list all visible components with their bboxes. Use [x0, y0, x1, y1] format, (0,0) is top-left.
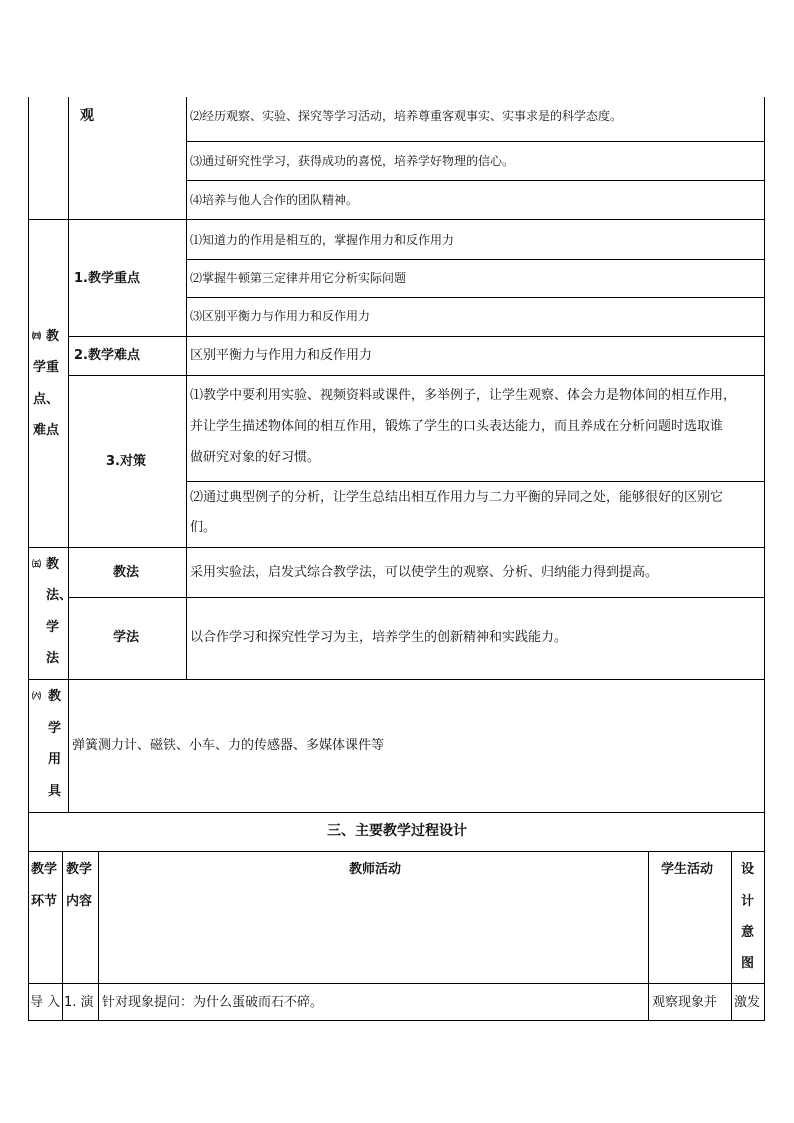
header-teacher: 教师活动 — [349, 862, 402, 877]
section4-label-line: 教 — [46, 329, 60, 344]
row1-stage: 导 入 — [30, 995, 61, 1010]
row-divider — [28, 547, 765, 548]
strategy-item1-line: ⑴教学中要利用实验、视频资料或课件，多举例子，让学生观察、体会力是物体间的相互作用， — [190, 388, 737, 403]
section5-label-line: 教 — [46, 557, 60, 572]
section4-label-line: 学重 — [33, 360, 60, 375]
section6-label-line: 具 — [48, 784, 62, 799]
section5-label-line: 法、 — [46, 588, 73, 603]
row1-student: 观察现象并 — [652, 995, 718, 1010]
row-divider — [186, 141, 765, 142]
attitude-item-3: ⑶通过研究性学习，获得成功的喜悦，培养学好物理的信心。 — [190, 154, 515, 168]
row1-teacher: 针对现象提问：为什么蛋破而石不碎。 — [102, 995, 324, 1010]
row-divider — [68, 336, 765, 337]
strategy-item1-line: 并让学生描述物体间的相互作用，锻炼了学生的口头表达能力，而且养成在分析问题时选取谁 — [190, 419, 724, 434]
section6-prefix: ㈥ — [32, 692, 42, 702]
strategy-item1-line: 做研究对象的好习惯。 — [190, 450, 321, 465]
row-divider — [186, 297, 765, 298]
strategy-item2-line: 们。 — [190, 520, 217, 535]
row-divider — [186, 481, 765, 482]
row-divider — [186, 180, 765, 181]
row-divider — [186, 259, 765, 260]
equipment-text: 弹簧测力计、磁铁、小车、力的传感器、多媒体课件等 — [72, 738, 385, 753]
focus-label: 1.教学重点 — [74, 271, 140, 286]
table-border-left — [28, 97, 29, 1021]
strategy-label: 3.对策 — [106, 454, 146, 469]
header-content-line: 教学 — [66, 862, 93, 877]
focus-item-2: ⑵掌握牛顿第三定律并用它分析实际问题 — [190, 271, 407, 285]
difficulty-label: 2.教学难点 — [74, 348, 140, 363]
section6-label-line: 教 — [48, 689, 62, 704]
learn-method-text: 以合作学习和探究性学习为主，培养学生的创新精神和实践能力。 — [190, 630, 568, 645]
section5-prefix: ㈤ — [32, 560, 42, 570]
col-divider — [98, 851, 99, 1021]
row-divider — [28, 851, 765, 852]
focus-item-3: ⑶区别平衡力与作用力和反作用力 — [190, 309, 371, 323]
attitude-item-4: ⑷培养与他人合作的团队精神。 — [190, 193, 359, 207]
attitude-item-2: ⑵经历观察、实验、探究等学习活动，培养尊重客观事实、实事求是的科学态度。 — [190, 109, 623, 123]
col-divider — [68, 219, 69, 812]
teach-method-text: 采用实验法，启发式综合教学法，可以使学生的观察、分析、归纳能力得到提高。 — [190, 565, 659, 580]
learn-method-label: 学法 — [113, 630, 140, 645]
attitude-label: 观 — [80, 108, 94, 124]
row1-intent: 激发 — [734, 995, 761, 1010]
row-divider — [28, 812, 765, 813]
section4-prefix: ㈣ — [32, 332, 42, 342]
col-divider — [731, 851, 732, 1021]
header-intent-line: 图 — [741, 956, 755, 971]
header-stage-line: 教学 — [31, 862, 58, 877]
strategy-item2-line: ⑵通过典型例子的分析，让学生总结出相互作用力与二力平衡的异同之处，能够很好的区别它 — [190, 490, 724, 505]
section6-label-line: 学 — [48, 721, 62, 736]
row-divider — [28, 679, 765, 680]
row-divider — [28, 983, 765, 984]
row-divider — [28, 219, 765, 220]
header-intent-line: 意 — [741, 925, 755, 940]
teach-method-label: 教法 — [113, 565, 140, 580]
header-intent-line: 计 — [741, 894, 755, 909]
section5-label-line: 法 — [46, 651, 60, 666]
header-stage-line: 环节 — [31, 894, 58, 909]
header-student: 学生活动 — [661, 862, 714, 877]
col-divider — [62, 851, 63, 1021]
table-border-right — [764, 97, 765, 1021]
section5-label-line: 学 — [46, 620, 60, 635]
col-divider — [68, 97, 69, 219]
section6-label-line: 用 — [48, 752, 62, 767]
table-border-bottom — [28, 1020, 765, 1021]
row-divider — [68, 597, 765, 598]
col-divider — [186, 97, 187, 679]
difficulty-text: 区别平衡力与作用力和反作用力 — [190, 348, 373, 363]
section4-label-line: 点、 — [33, 392, 60, 407]
row-divider — [68, 375, 765, 376]
row1-content: 1. 演 — [64, 995, 94, 1010]
section4-label-line: 难点 — [33, 423, 60, 438]
process-title: 三、主要教学过程设计 — [327, 823, 467, 839]
header-content-line: 内容 — [66, 894, 93, 909]
col-divider — [648, 851, 649, 1021]
header-intent-line: 设 — [741, 862, 755, 877]
focus-item-1: ⑴知道力的作用是相互的，掌握作用力和反作用力 — [190, 233, 455, 247]
